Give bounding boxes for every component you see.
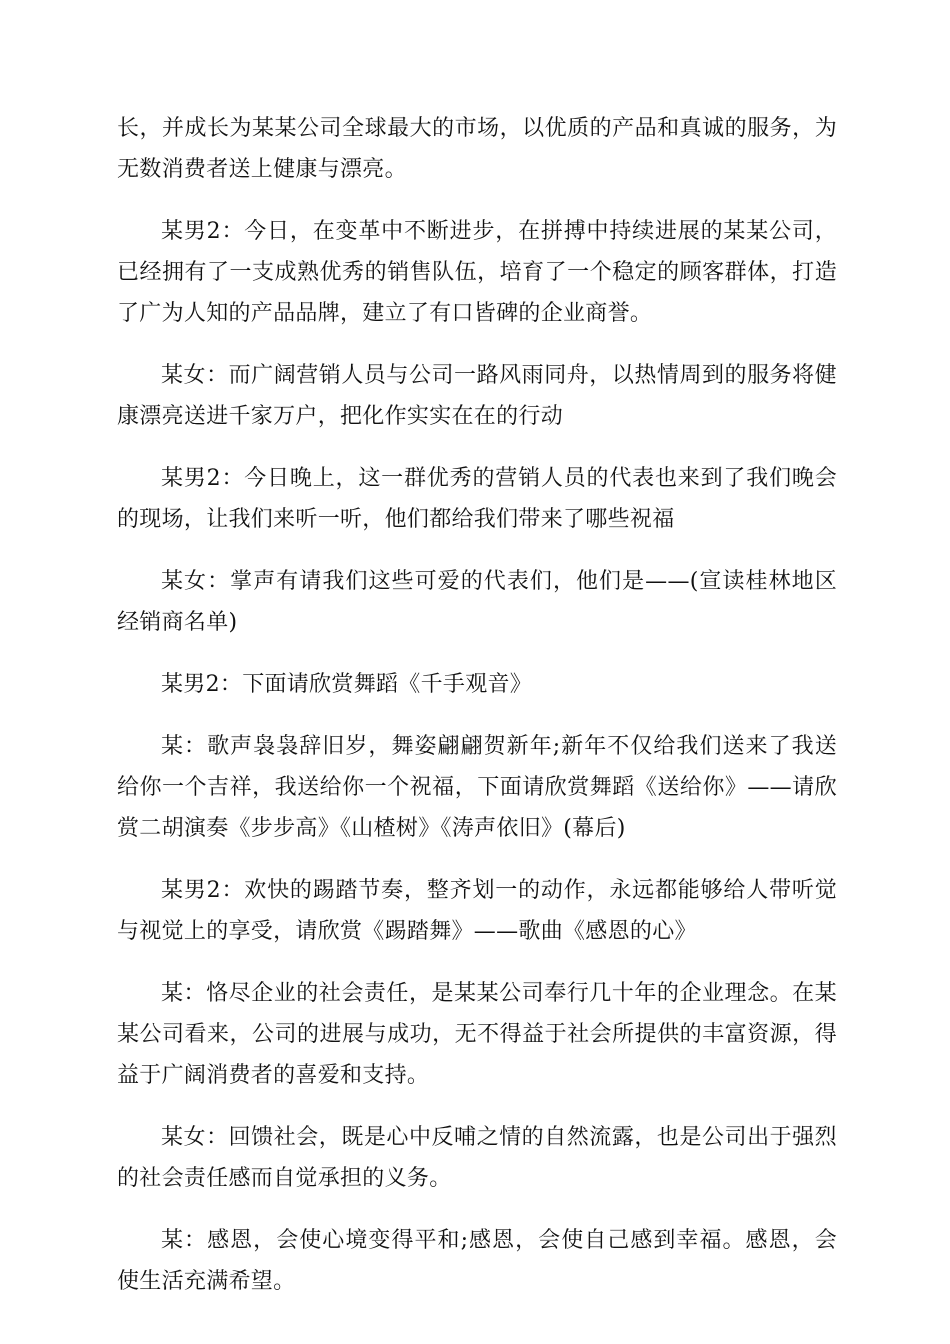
paragraph: 某：恪尽企业的社会责任，是某某公司奉行几十年的企业理念。在某某公司看来，公司的进展与成功，无不得益于社会所提供的丰富资源，得益于广阔消费者的喜爱和支持。: [117, 981, 837, 1088]
paragraph: 某男2：今日晚上，这一群优秀的营销人员的代表也来到了我们晚会的现场，让我们来听一听，他们都给我们带来了哪些祝福: [117, 466, 837, 532]
paragraph: 某男2：今日，在变革中不断进步，在拼搏中持续进展的某某公司，已经拥有了一支成熟优秀的销售队伍，培育了一个稳定的顾客群体，打造了广为人知的产品品牌，建立了有口皆碑的企业商誉。: [117, 219, 837, 326]
paragraph: 某：感恩，会使心境变得平和;感恩，会使自己感到幸福。感恩，会使生活充满希望。: [117, 1228, 837, 1294]
paragraph: 某女：而广阔营销人员与公司一路风雨同舟，以热情周到的服务将健康漂亮送进千家万户，把化作实实在在的行动: [117, 363, 837, 429]
paragraph: 某女：掌声有请我们这些可爱的代表们，他们是——(宣读桂林地区经销商名单): [117, 569, 837, 635]
document-body: [117, 108, 837, 1323]
paragraph: 长，并成长为某某公司全球最大的市场，以优质的产品和真诚的服务，为无数消费者送上健康与漂亮。: [117, 116, 837, 182]
paragraph: 某男2：欢快的踢踏节奏，整齐划一的动作，永远都能够给人带听觉与视觉上的享受，请欣赏《踢踏舞》——歌曲《感恩的心》: [117, 878, 837, 944]
paragraph: 某男2：下面请欣赏舞蹈《千手观音》: [161, 672, 533, 697]
paragraph: 某：歌声袅袅辞旧岁，舞姿翩翩贺新年;新年不仅给我们送来了我送给你一个吉祥，我送给你一个祝福，下面请欣赏舞蹈《送给你》——请欣赏二胡演奏《步步高》《山楂树》《涛声依旧》(幕后): [117, 734, 837, 841]
paragraph: 某女：回馈社会，既是心中反哺之情的自然流露，也是公司出于强烈的社会责任感而自觉承担的义务。: [117, 1125, 837, 1191]
